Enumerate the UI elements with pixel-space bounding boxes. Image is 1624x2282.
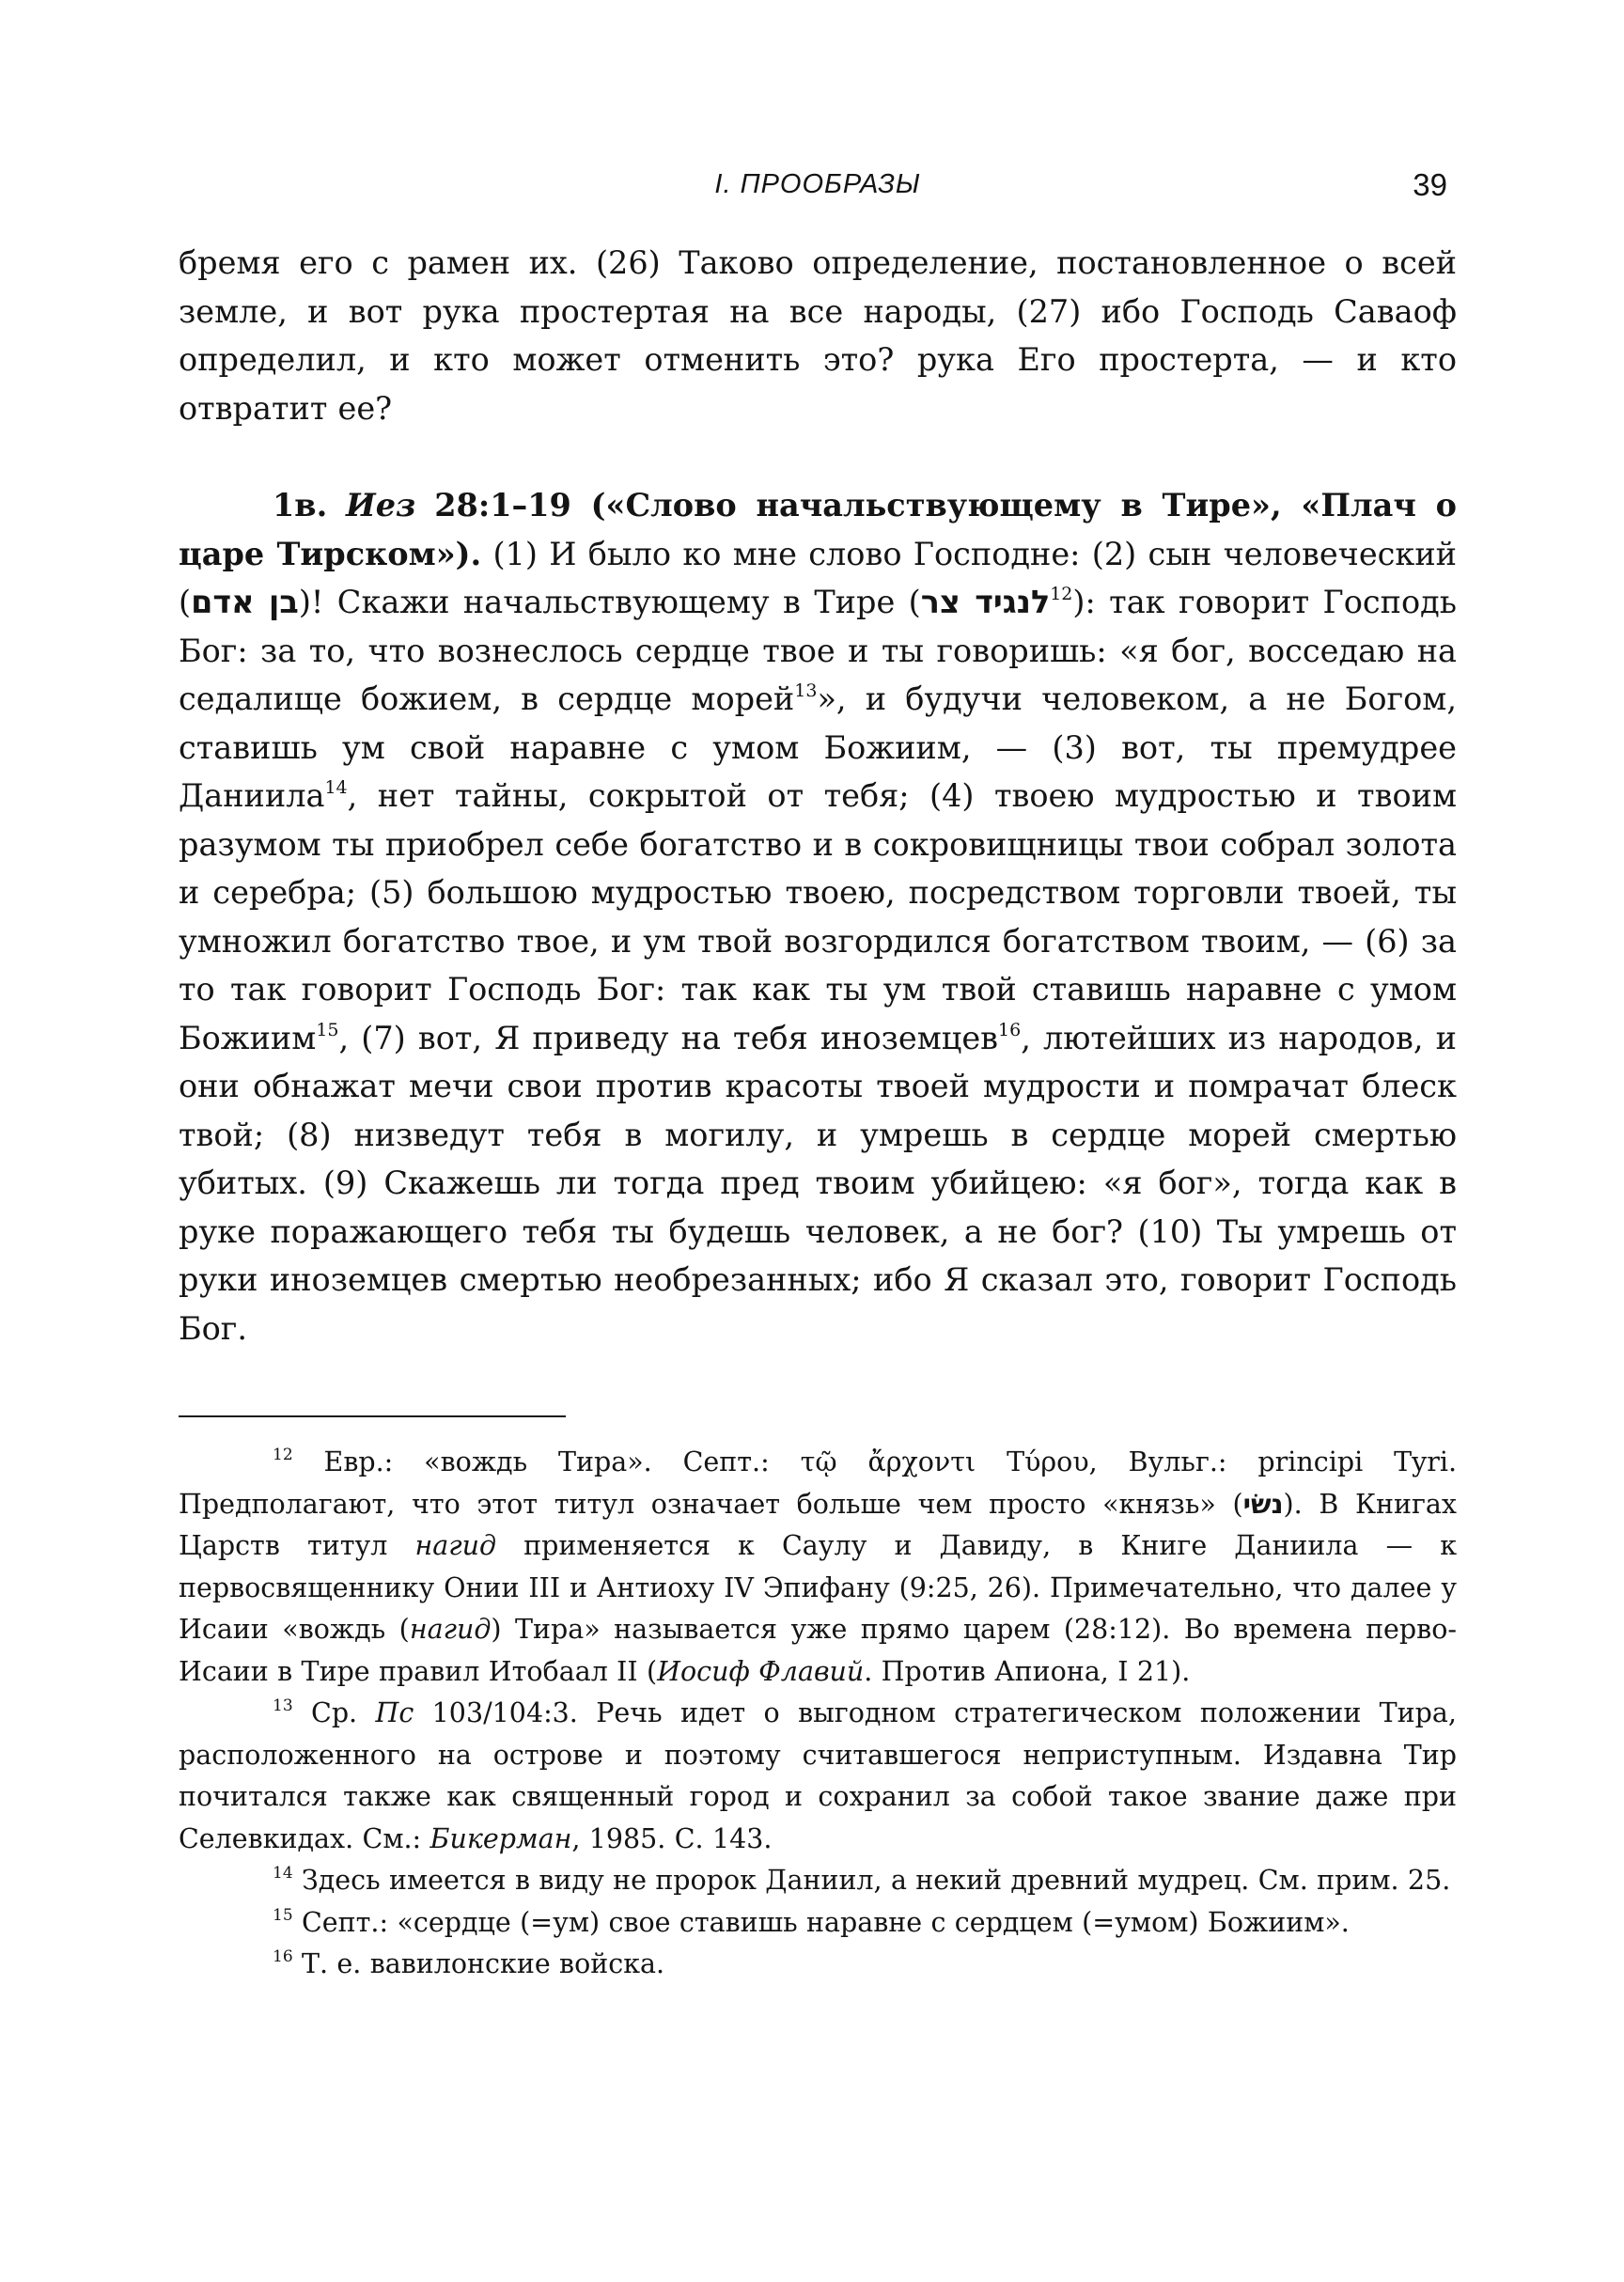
text-segment: , (7) вот, Я приведу на тебя иноземцев [338,1019,999,1056]
footnote-italic: нагид [414,1530,497,1561]
paragraph-ezekiel-28 [179,481,1457,1352]
text-segment: , нет тайны, сокрытой от тебя; (4) твоею мудростью и твоим разумом ты приобрел себе богатство и в сокровищницы твои собрал золота и серебра; (5) большою мудростью твоею, посредством торговли твоей, ты умножил богатство твое, и ум твой возгордился богатством твоим, — (6) за то так говорит Господь Бог: так как ты ум твой ставишь наравне с умом Божиим [179,777,1457,1056]
footnote-text: ) Тира» называется уже прямо царем (28:12). Во времена перво-Исаии в Тире правил Итобаал II ( [179,1614,1458,1687]
footnote-italic: Пс [375,1697,414,1728]
footnote-text: Септ.: «сердце (=ум) свое ставишь наравне с сердцем (=умом) Божиим». [292,1906,1350,1938]
paragraph-verse-continuation: бремя его с рамен их. (26) Таково определение, постановленное о всей земле, и вот рука простертая на все народы, (27) ибо Господь Саваоф определил, и кто может отменить это? рука Его простерта, — и кто отвратит ее? [179,244,1457,427]
section-label: 1в. [273,487,328,524]
footnote-number: 13 [273,1696,293,1715]
footnote-number: 16 [273,1947,293,1966]
footnote-text: ). В Книгах Царств титул [179,1488,1457,1561]
footnote-text: 103/104:3. Речь идет о выгодном стратегическом положении Тира, расположенного на острове и поэтому считавшегося неприступным. Издавна Тир почитался также как священный город и сохранил за собой такое звание даже при Селевкидах. См.: [179,1697,1457,1854]
hebrew-lenagid-tsor: לנגיד צר [920,584,1051,620]
footnote-13 [179,1693,1457,1860]
footnote-text: . Против Апиона, I 21). [864,1655,1191,1687]
footnote-separator [179,1415,566,1417]
footnote-text: Здесь имеется в виду не пророк Даниил, а некий древний мудрец. См. прим. 25. [292,1865,1451,1896]
footnote-ref-13[interactable]: 13 [794,680,818,701]
footnote-italic: Бикерман [429,1822,572,1854]
text-segment: (1) И было ко мне слово Господне: (2) сын человеческий ( [179,535,1458,620]
footnotes [179,1442,1457,1986]
reference-range: 28:1–19 («Слово начальствующему в Тире», «Плач о царе Тирском»). [179,487,1457,572]
footnote-ref-12[interactable]: 12 [1050,584,1073,604]
hebrew-nasi: נשׂי [1242,1488,1284,1520]
footnote-italic: Иосиф Флавий [657,1655,865,1687]
footnote-14 [179,1860,1457,1902]
main-text [179,239,1457,1352]
footnote-number: 15 [273,1905,293,1925]
footnote-16 [179,1944,1457,1986]
footnote-text: Евр.: «вождь Тира». Септ.: τῷ ἄρχοντι Τύρου, Вульг.: principi Tyri. Предполагают, что этот титул означает больше чем просто «князь» ( [179,1446,1457,1520]
footnote-ref-14[interactable]: 14 [324,777,348,798]
reference-book: Иез [346,487,416,524]
footnote-text: применяется к Саулу и Давиду, в Книге Даниила — к первосвященнику Онии III и Антиоху IV Эпифану (9:25, 26). Примечательно, что далее у Исаии «вождь ( [179,1530,1458,1645]
footnote-text: , 1985. С. 143. [571,1822,773,1854]
footnote-italic: нагид [409,1614,492,1645]
running-title: I. ПРООБРАЗЫ [714,169,921,199]
footnote-12 [179,1442,1457,1693]
page-header [179,169,1457,216]
footnote-ref-16[interactable]: 16 [998,1019,1022,1040]
footnote-text: Ср. [292,1697,376,1728]
text-segment: », и будучи человеком, а не Богом, ставишь ум свой наравне с умом Божиим, — (3) вот, ты премудрее Даниила [179,680,1457,814]
footnote-15 [179,1902,1457,1945]
text-segment: , лютейших из народов, и они обнажат мечи свои против красоты твоей мудрости и помрачат блеск твой; (8) низведут тебя в могилу, и умрешь в сердце морей смертью убитых. (9) Скажешь ли тогда пред твоим убийцею: «я бог», тогда как в руке поражающего тебя ты будешь человек, а не бог? (10) Ты умрешь от руки иноземцев смертью необрезанных; ибо Я сказал это, говорит Господь Бог. [179,1019,1457,1347]
footnote-ref-15[interactable]: 15 [316,1019,339,1040]
hebrew-ben-adam: בן אדם [191,584,299,620]
text-segment: ): так говорит Господь Бог: за то, что вознеслось сердце твое и ты говоришь: «я бог, восседаю на седалище божием, в сердце морей [179,584,1457,717]
footnote-text: Т. е. вавилонские войска. [292,1948,665,1979]
footnote-number: 14 [273,1864,293,1883]
text-segment: )! Скажи начальствующему в Тире ( [298,584,921,620]
footnote-number: 12 [273,1446,293,1464]
page-number: 39 [1413,167,1447,202]
